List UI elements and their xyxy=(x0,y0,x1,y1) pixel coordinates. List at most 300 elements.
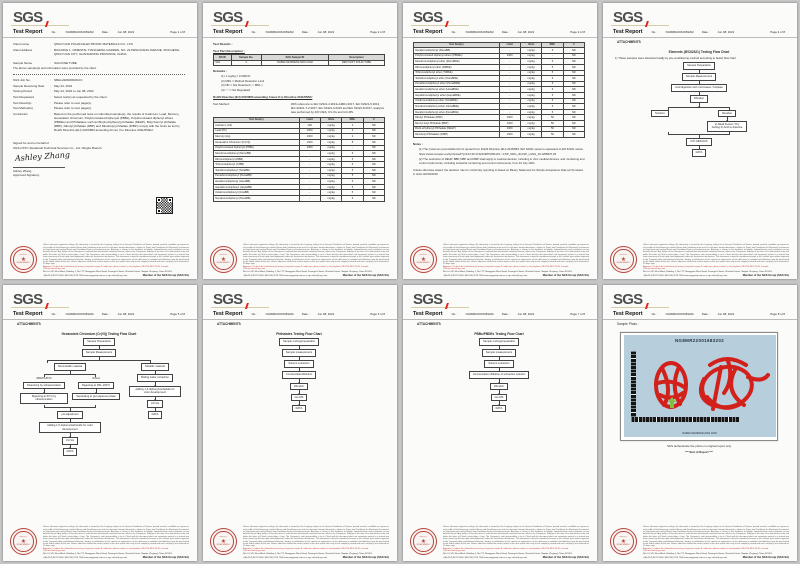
table-cell: mg/kg xyxy=(320,162,341,168)
footer-bottom-row xyxy=(43,556,189,559)
table-cell: mg/kg xyxy=(320,134,341,140)
flow-connector xyxy=(70,445,71,449)
remarks-title: Remarks : xyxy=(213,68,227,73)
photo-authentication-note: SGS authenticate the photo on original report only xyxy=(666,443,732,448)
sgs-logo-underline xyxy=(611,25,669,26)
table-cell: - xyxy=(299,162,320,168)
seal-star-icon: ★ xyxy=(420,538,427,545)
report-date-label: Date : xyxy=(301,312,310,316)
footer-contacts: t (86-574) 8776 7006 f (86-574) 8776 7000 www.sgsgroup.com.cn e sgs.china@sgs.com xyxy=(43,275,128,277)
table-cell: Sample No. xyxy=(231,55,261,61)
photo-sample-number: NG8MR22001683202 xyxy=(674,338,725,343)
sgs-logo-underline xyxy=(11,25,69,26)
report-date-label: Date : xyxy=(701,312,710,316)
nonmetallic-header xyxy=(17,363,123,374)
page-footer xyxy=(603,244,797,277)
table-cell: mg/kg xyxy=(320,179,341,185)
table-cell: ND xyxy=(563,81,584,87)
table-cell: Tetrabromobiphenyl (TetraBB) xyxy=(214,168,300,174)
flow-step-box: Concentration/Dilution xyxy=(282,371,316,379)
table-cell: mg/kg xyxy=(320,196,341,202)
table-row xyxy=(213,101,385,115)
others-branch xyxy=(72,377,120,400)
sgs-logo-underline xyxy=(611,307,669,308)
list-item: (3) ND = Not Detected ( < MDL ) xyxy=(221,83,263,88)
table-cell: SN1 xyxy=(214,60,232,66)
table-cell: Description xyxy=(329,55,385,61)
solution-branch xyxy=(651,110,669,118)
seal-star-icon: ★ xyxy=(620,256,627,263)
flow-step-box: UV-Vis xyxy=(147,400,163,408)
table-cell: 2 xyxy=(342,128,363,134)
table-cell: Hexabromodiphenyl ether (HexaBDE) xyxy=(414,87,500,93)
table-cell: - xyxy=(499,109,520,115)
report-title: Test Report xyxy=(613,311,643,317)
table-cell: Test Item(s) xyxy=(414,42,500,48)
residue-note-box: 1) Alkali Fusion / Dry Ashing 2) Acid to dissolve xyxy=(707,121,747,132)
client-info-table xyxy=(13,42,185,57)
page-3 xyxy=(403,3,597,279)
footer-disclaimer: Unless otherwise agreed in writing, this document is issued by the Company subject to its General Conditions of Service printed overleaf, available on request or accessible at http://www.sgs.com/en/Terms-and-Conditions.aspx and, for electronic format documents, subject to Terms and Conditions for Electronic Documents at http://www.sgs.com/en/Terms-and-Conditions/Terms-e-Document.aspx. Attention is drawn to the limitation of liability, indemnification and jurisdiction issues defined therein. Any holder of this document is advised that information contained hereon reflects the Company's findings at the time of its intervention only and within the limits of Client's instructions, if any. The Company's sole responsibility is to its Client and this document does not exonerate parties to a transaction from exercising all their rights and obligations under the transaction documents. This document cannot be reproduced except in full, without prior written approval of the Company. Any unauthorized alteration, forgery or falsification of the content or appearance of this document is unlawful and offenders may be prosecuted to the fullest extent of the law. Unless otherwise stated the results shown in this test report refer only to the sample(s) tested and such sample(s) are retained for 30 days only. xyxy=(43,244,189,266)
table-cell: ND xyxy=(363,128,384,134)
flow-connector xyxy=(299,368,300,372)
table-cell: mg/kg xyxy=(520,98,541,104)
flow-step-box: Digesting at 150~160°C xyxy=(78,382,115,390)
table-cell: - xyxy=(299,196,320,202)
nonmetallic-tail-flow xyxy=(17,411,123,455)
sgs-member-label: Member of the SGS Group (SGS SA) xyxy=(142,274,189,277)
seal-star-icon: ★ xyxy=(20,538,27,545)
table-cell: mg/kg xyxy=(520,104,541,110)
table-cell: ND xyxy=(563,109,584,115)
flow-step-box: Residue xyxy=(718,110,736,118)
qr-finder-icon xyxy=(168,198,172,202)
footer-disclaimer: Unless otherwise agreed in writing, this document is issued by the Company subject to its General Conditions of Service printed overleaf, available on request or accessible at http://www.sgs.com/en/Terms-and-Conditions.aspx and, for electronic format documents, subject to Terms and Conditions for Electronic Documents at http://www.sgs.com/en/Terms-and-Conditions/Terms-e-Document.aspx. Attention is drawn to the limitation of liability, indemnification and jurisdiction issues defined therein. Any holder of this document is advised that information contained hereon reflects the Company's findings at the time of its intervention only and within the limits of Client's instructions, if any. The Company's sole responsibility is to its Client and this document does not exonerate parties to a transaction from exercising all their rights and obligations under the transaction documents. This document cannot be reproduced except in full, without prior written approval of the Company. Any unauthorized alteration, forgery or falsification of the content or appearance of this document is unlawful and offenders may be prosecuted to the fullest extent of the law. Unless otherwise stated the results shown in this test report refer only to the sample(s) tested and such sample(s) are retained for 30 days only. xyxy=(643,244,789,266)
report-no-label: No. : xyxy=(51,312,58,316)
flow-step-box: Filtration xyxy=(490,383,508,391)
metallic-header xyxy=(129,363,181,374)
report-no-label: No. : xyxy=(451,30,458,34)
flow-connector xyxy=(70,433,71,437)
table-cell: 1000 xyxy=(499,132,520,138)
table-cell: Benzyl butyl Phthalate (BBP) xyxy=(414,121,500,127)
table-cell: ND xyxy=(563,64,584,70)
sgs-logo-text: SGS xyxy=(213,291,243,308)
report-header xyxy=(3,29,197,38)
flow-chart-title: PBBs/PBDEs Testing Flow Chart xyxy=(474,331,524,336)
page-6 xyxy=(203,285,397,561)
flow-connector xyxy=(699,146,700,150)
page-footer xyxy=(3,244,197,277)
report-header xyxy=(203,311,397,320)
table-cell: MDL xyxy=(342,117,363,123)
flow-step-box: Solvent extraction xyxy=(484,360,513,368)
table-cell: ND xyxy=(563,132,584,138)
table-cell: ND xyxy=(563,48,584,54)
table-cell: - xyxy=(499,48,520,54)
flow-connector xyxy=(70,408,71,412)
sample-photo xyxy=(624,335,776,437)
table-cell: ND xyxy=(563,76,584,82)
table-cell: 5 xyxy=(542,104,563,110)
table-cell: 50 xyxy=(542,132,563,138)
seal-text-bottom: NINGBO BRANCH xyxy=(617,543,630,546)
page-1-cell xyxy=(0,0,200,282)
page-7 xyxy=(403,285,597,561)
table-cell: - xyxy=(499,59,520,65)
table-cell: mg/kg xyxy=(320,123,341,129)
table-cell: 5 xyxy=(542,76,563,82)
footer-disclaimer: Unless otherwise agreed in writing, this document is issued by the Company subject to its General Conditions of Service printed overleaf, available on request or accessible at http://www.sgs.com/en/Terms-and-Conditions.aspx and, for electronic format documents, subject to Terms and Conditions for Electronic Documents at http://www.sgs.com/en/Terms-and-Conditions/Terms-e-Document.aspx. Attention is drawn to the limitation of liability, indemnification and jurisdiction issues defined therein. Any holder of this document is advised that information contained hereon reflects the Company's findings at the time of its intervention only and within the limits of Client's instructions, if any. The Company's sole responsibility is to its Client and this document does not exonerate parties to a transaction from exercising all their rights and obligations under the transaction documents. This document cannot be reproduced except in full, without prior written approval of the Company. Any unauthorized alteration, forgery or falsification of the content or appearance of this document is unlawful and offenders may be prosecuted to the fullest extent of the law. Unless otherwise stated the results shown in this test report refer only to the sample(s) tested and such sample(s) are retained for 30 days only. xyxy=(643,526,789,548)
flow-step-box: DATA xyxy=(292,405,307,413)
footer-check-line: Attention: To check the authenticity of testing / inspection report & certificate, please contact us at telephone: (86-755) 8307 1443, or email: CN.Doccheck@sgs.com xyxy=(243,266,369,271)
flow-connector xyxy=(699,70,700,74)
seal-text-bottom: NINGBO BRANCH xyxy=(17,261,30,264)
table-cell: : xyxy=(50,60,51,65)
sgs-logo xyxy=(613,291,673,308)
page-8-cell xyxy=(600,282,800,564)
flow-connector xyxy=(299,401,300,405)
page-number: Page 4 of 8 xyxy=(770,30,785,34)
table-cell: : xyxy=(50,47,51,52)
table-cell: mg/kg xyxy=(520,121,541,127)
table-cell: mg/kg xyxy=(520,48,541,54)
table-cell: ND xyxy=(363,140,384,146)
table-cell: Decabromobiphenyl (DecaBB) xyxy=(414,48,500,54)
table-cell: mg/kg xyxy=(320,145,341,151)
table-cell: Dibromodiphenyl ether (DiBDE) xyxy=(414,64,500,70)
results-table-body xyxy=(414,48,585,138)
seal-text-bottom: NINGBO BRANCH xyxy=(217,261,230,264)
flow-connector xyxy=(699,103,700,107)
table-cell: - xyxy=(499,70,520,76)
sgs-logo-text: SGS xyxy=(613,291,643,308)
flow-connector xyxy=(499,346,500,350)
page-7-content xyxy=(403,326,597,413)
table-row xyxy=(414,132,585,138)
table-cell: ND xyxy=(363,179,384,185)
footer-check-line: Attention: To check the authenticity of testing / inspection report & certificate, please contact us at telephone: (86-755) 8307 1443, or email: CN.Doccheck@sgs.com xyxy=(443,548,569,553)
table-cell: NGB22-001683202-0001.C002 xyxy=(261,60,328,66)
table-cell: Octabromobiphenyl (OctaBB) xyxy=(214,190,300,196)
flow-step-box: DATA xyxy=(692,149,707,157)
page-3-content xyxy=(403,38,597,176)
signatory-name: Ashley Zhang xyxy=(13,168,32,173)
flow-step-box: Sample measurement xyxy=(482,349,516,357)
table-cell: Tribromobiphenyl (TriBB) xyxy=(214,162,300,168)
table-row xyxy=(13,60,185,66)
flow-chart-top xyxy=(13,338,185,357)
seal-star-icon: ★ xyxy=(220,538,227,545)
flow-step-box: Sample Measurement xyxy=(682,73,716,81)
table-cell: SN ID xyxy=(214,55,232,61)
report-header xyxy=(603,29,797,38)
table-cell: - xyxy=(299,151,320,157)
flow-connector xyxy=(499,368,500,372)
footer-bottom-row xyxy=(643,274,789,277)
table-cell: 5 xyxy=(542,59,563,65)
report-date-label: Date : xyxy=(301,30,310,34)
sgs-logo xyxy=(13,291,73,308)
report-date: Jun 08, 2022 xyxy=(717,312,735,316)
table-cell: mg/kg xyxy=(520,64,541,70)
table-cell: - xyxy=(299,156,320,162)
table-cell: ND xyxy=(563,126,584,132)
flow-step-box: Sample cutting/preparation xyxy=(279,338,319,346)
table-cell: 1000 xyxy=(299,145,320,151)
table-cell: Testing Period xyxy=(13,89,33,94)
results-table xyxy=(413,42,585,138)
footer-address: No.1-4, 5/F, West Block, Building 1, No.777 Zhongguan West Road, Zhuangshi Street, Zhenhai District, Ningbo, Zhejiang, China 315201 xyxy=(243,553,373,556)
table-cell: 5 xyxy=(542,87,563,93)
table-cell: Tribromodiphenyl ether (TriBDE) xyxy=(414,70,500,76)
sample-photo-label: Sample Photo : xyxy=(617,321,639,326)
metallic-branch xyxy=(129,363,181,418)
footer-disclaimer: Unless otherwise agreed in writing, this document is issued by the Company subject to its General Conditions of Service printed overleaf, available on request or accessible at http://www.sgs.com/en/Terms-and-Conditions.aspx and, for electronic format documents, subject to Terms and Conditions for Electronic Documents at http://www.sgs.com/en/Terms-and-Conditions/Terms-e-Document.aspx. Attention is drawn to the limitation of liability, indemnification and jurisdiction issues defined therein. Any holder of this document is advised that information contained hereon reflects the Company's findings at the time of its intervention only and within the limits of Client's instructions, if any. The Company's sole responsibility is to its Client and this document does not exonerate parties to a transaction from exercising all their rights and obligations under the transaction documents. This document cannot be reproduced except in full, without prior written approval of the Company. Any unauthorized alteration, forgery or falsification of the content or appearance of this document is unlawful and offenders may be prosecuted to the fullest extent of the law. Unless otherwise stated the results shown in this test report refer only to the sample(s) tested and such sample(s) are retained for 30 days only. xyxy=(243,526,389,548)
table-cell: ND xyxy=(363,156,384,162)
page-4-content xyxy=(603,44,797,157)
sgs-member-label: Member of the SGS Group (SGS SA) xyxy=(342,556,389,559)
qr-finder-icon xyxy=(157,209,161,213)
footer-address: No.1-4, 5/F, West Block, Building 1, No.777 Zhongguan West Road, Zhuangshi Street, Zhenhai District, Ningbo, Zhejiang, China 315201 xyxy=(43,271,173,274)
table-cell: Monobromodiphenyl ether (MonoBDE) xyxy=(414,59,500,65)
table-cell: 5 xyxy=(342,151,363,157)
phthalates-flow xyxy=(213,338,385,412)
page-number: Page 3 of 8 xyxy=(570,30,585,34)
sgs-logo-underline xyxy=(411,307,469,308)
page-number: Page 6 of 8 xyxy=(370,312,385,316)
flow-step-box: Sample Preparation xyxy=(83,338,115,346)
footer-contacts: t (86-574) 8776 7006 f (86-574) 8776 7000 www.sgsgroup.com.cn e sgs.china@sgs.com xyxy=(643,275,728,277)
flow-chart-top xyxy=(613,62,785,103)
footer-address: No.1-4, 5/F, West Block, Building 1, No.777 Zhongguan West Road, Zhuangshi Street, Zhenhai District, Ningbo, Zhejiang, China 315201 xyxy=(243,271,373,274)
signature-block xyxy=(13,141,185,177)
report-title: Test Report xyxy=(413,311,443,317)
metallic-flow xyxy=(129,374,181,418)
flow-connector xyxy=(155,408,156,412)
footer-check-line: Attention: To check the authenticity of testing / inspection report & certificate, please contact us at telephone: (86-755) 8307 1443, or email: CN.Doccheck@sgs.com xyxy=(243,548,369,553)
sample-name-rows xyxy=(13,60,185,66)
seal-text-top: SGS-CSTC xyxy=(219,535,228,538)
table-cell: 1000 xyxy=(499,121,520,127)
footer-address: No.1-4, 5/F, West Block, Building 1, No.777 Zhongguan West Road, Zhuangshi Street, Zhenhai District, Ningbo, Zhejiang, China 315201 xyxy=(43,553,173,556)
page-2 xyxy=(203,3,397,279)
table-row xyxy=(13,111,185,133)
report-no: NG8MR22001683202 xyxy=(65,30,94,34)
table-cell: 5 xyxy=(342,156,363,162)
nonmetallic-sub-row xyxy=(20,377,120,403)
test-results-title: Test Results : xyxy=(213,41,233,46)
report-header xyxy=(203,29,397,38)
table-cell: : xyxy=(50,42,51,47)
table-cell: Limit xyxy=(499,42,520,48)
seal-text-bottom: NINGBO BRANCH xyxy=(17,543,30,546)
table-cell: Octabromodiphenyl ether (OctaBDE) xyxy=(414,98,500,104)
sgs-logo-text: SGS xyxy=(13,291,43,308)
table-cell: MDL xyxy=(542,42,563,48)
footer-check-line: Attention: To check the authenticity of testing / inspection report & certificate, please contact us at telephone: (86-755) 8307 1443, or email: CN.Doccheck@sgs.com xyxy=(443,266,569,271)
report-title: Test Report xyxy=(413,29,443,35)
attachments-label: ATTACHMENTS xyxy=(17,321,41,326)
flow-chart-note: 1) These samples were dissolved totally by pre-conditioning method according to below flow chart. xyxy=(615,56,737,61)
sgs-logo xyxy=(413,291,473,308)
table-cell: ND xyxy=(563,59,584,65)
part-description-title: Test Part Description : xyxy=(213,48,245,53)
seal-text-bottom: NINGBO BRANCH xyxy=(217,543,230,546)
footer-address: No.1-4, 5/F, West Block, Building 1, No.777 Zhongguan West Road, Zhuangshi Street, Zhenhai District, Ningbo, Zhejiang, China 315201 xyxy=(643,553,773,556)
table-cell: - xyxy=(299,173,320,179)
report-header xyxy=(403,311,597,320)
table-cell: - xyxy=(342,145,363,151)
table-cell: - xyxy=(299,190,320,196)
table-cell: 1000 xyxy=(299,134,320,140)
company-name: SGS-CSTC Standards Technical Services Co., Ltd. Ningbo Branch xyxy=(13,145,102,150)
table-cell: Test Item(s) xyxy=(214,117,300,123)
table-cell: Polybrominated diphenyl ethers (PBDEs) xyxy=(414,53,500,59)
table-cell: NBHL2206006001FC xyxy=(54,78,83,83)
table-cell: BUILDING 1, ORIENTAL TIANCHENG GARDEN, NO. 23 PENGXIANG AVENUE, XINCHENG, QINGYUAN CITY, GUANGDONG PROVINCE, CHINA xyxy=(54,47,181,56)
flow-step-box: Filtration xyxy=(290,383,308,391)
table-cell: 2 xyxy=(363,117,384,123)
table-cell: 5 xyxy=(542,48,563,54)
sgs-logo-text: SGS xyxy=(613,9,643,26)
job-info-rows xyxy=(13,78,185,134)
page-2-cell xyxy=(200,0,400,282)
report-no-label: No. : xyxy=(251,30,258,34)
table-cell: 5 xyxy=(542,98,563,104)
footer-contacts: t (86-574) 8776 7006 f (86-574) 8776 7000 www.sgsgroup.com.cn e sgs.china@sgs.com xyxy=(443,557,528,559)
footer-bottom-row xyxy=(243,556,389,559)
flow-step-box: Digesting at 60°C by ultrasonication xyxy=(20,393,68,404)
red-silicone-tubes-image xyxy=(624,335,776,437)
table-row xyxy=(214,196,385,202)
flow-step-box: Boiling water extraction xyxy=(137,374,173,382)
notes-list xyxy=(413,147,585,165)
table-cell: Decabromodiphenyl ether (DecaBDE) xyxy=(414,109,500,115)
flow-step-box: Solution xyxy=(651,110,669,118)
footer-bottom-row xyxy=(643,556,789,559)
table-cell: 5 xyxy=(542,64,563,70)
table-cell: May 24, 2022 to Jun 08, 2022 xyxy=(54,89,94,94)
report-title: Test Report xyxy=(213,311,243,317)
flow-connector xyxy=(499,390,500,394)
table-cell: mg/kg xyxy=(520,115,541,121)
test-method-table xyxy=(213,101,385,115)
seal-star-icon: ★ xyxy=(20,256,27,263)
seal-text-bottom: NINGBO BRANCH xyxy=(417,261,430,264)
table-cell: : xyxy=(50,106,51,111)
job-info-table xyxy=(13,78,185,134)
sgs-logo xyxy=(213,291,273,308)
page-4-cell xyxy=(600,0,800,282)
flow-connector xyxy=(699,81,700,85)
footer-contacts: t (86-574) 8776 7006 f (86-574) 8776 7000 www.sgsgroup.com.cn e sgs.china@sgs.com xyxy=(243,275,328,277)
flow-connector xyxy=(299,346,300,350)
report-no: NG8MR22001683202 xyxy=(465,312,494,316)
table-cell: : xyxy=(50,111,51,116)
flow-step-box: Adding 1,5-diphenylcarbazide for color development xyxy=(39,422,101,433)
sgs-member-label: Member of the SGS Group (SGS SA) xyxy=(742,274,789,277)
table-cell: ND xyxy=(563,121,584,127)
table-cell: Based on the performed tests on submitted sample(s), the results of Cadmium, Lead, Mercury, Hexavalent chromium, Polybrominated biphenyls (PBBs), Polybrominated diphenyl ethers (PBDEs) and Phthalates such as Bis(2-ethylhexyl) phthalate (DEHP), Butyl benzyl phthalate (BBP), Dibutyl phthalate (DBP) and Diisobutyl phthalate (DIBP) comply with the limits as set by RoHS Directive (EU) 2015/863 amending Annex II to Directive 2011/65/EU. xyxy=(54,111,180,133)
table-cell: Client address xyxy=(13,47,33,52)
page-footer xyxy=(603,526,797,559)
table-cell: 2 xyxy=(342,123,363,129)
table-cell: : xyxy=(50,94,51,99)
table-cell: Units xyxy=(320,117,341,123)
table-cell: ND xyxy=(363,145,384,151)
footer-address: No.1-4, 5/F, West Block, Building 1, No.777 Zhongguan West Road, Zhuangshi Street, Zhenhai District, Ningbo, Zhejiang, China 315201 xyxy=(443,271,573,274)
flow-connector xyxy=(699,92,700,96)
report-date-label: Date : xyxy=(501,30,510,34)
flow-step-box: ICP-OES/AAS xyxy=(686,138,711,146)
test-method-label: Test Method : xyxy=(213,101,231,106)
report-date-label: Date : xyxy=(101,30,110,34)
footer-contacts: t (86-574) 8776 7006 f (86-574) 8776 7000 www.sgsgroup.com.cn e sgs.china@sgs.com xyxy=(443,275,528,277)
flow-step-box: GC-MS xyxy=(491,394,508,402)
table-row xyxy=(214,60,385,66)
table-cell: mg/kg xyxy=(320,173,341,179)
page-3-cell xyxy=(400,0,600,282)
report-date-label: Date : xyxy=(501,312,510,316)
report-title: Test Report xyxy=(613,29,643,35)
sgs-logo-underline xyxy=(211,307,269,308)
flow-step-box: Dissolving by ultrasonication xyxy=(23,382,65,390)
table-cell: SGS Job No. xyxy=(13,78,31,83)
report-date-label: Date : xyxy=(101,312,110,316)
table-cell: 5 xyxy=(342,196,363,202)
footer-contacts: t (86-574) 8776 7006 f (86-574) 8776 7000 www.sgsgroup.com.cn e sgs.china@sgs.com xyxy=(243,557,328,559)
table-cell: 1000 xyxy=(499,126,520,132)
footer-address: No.1-4, 5/F, West Block, Building 1, No.777 Zhongguan West Road, Zhuangshi Street, Zhenhai District, Ningbo, Zhejiang, China 315201 xyxy=(443,553,573,556)
table-cell: : xyxy=(50,83,51,88)
table-cell: Sample Receiving Date xyxy=(13,83,45,88)
handwritten-signature: Ashley Zhang xyxy=(14,150,71,163)
table-cell: SGS Sample ID xyxy=(261,55,328,61)
signature-rule xyxy=(13,167,65,168)
table-cell: Mercury (Hg) xyxy=(214,134,300,140)
flow-step-box: pH adjustment xyxy=(57,411,82,419)
flow-step-box: GC-MS xyxy=(291,394,308,402)
rohs-directive-title: RoHS Directive (EU) 2015/863 amending Annex II to Directive 2011/65/EU xyxy=(213,95,313,100)
table-cell: ND xyxy=(563,87,584,93)
flow-step-box: Sample Measurement xyxy=(82,349,116,357)
others-flow xyxy=(72,382,120,401)
list-item: https://www.cenelec.eu/dyn/www/f?p=104:30:1742232870351101::::FSP_ORG_ID,FSP_LANG_ID:1258637,25 xyxy=(419,151,557,156)
table-cell: mg/kg xyxy=(520,87,541,93)
table-cell: Sample Name xyxy=(13,60,33,65)
results-table xyxy=(213,117,385,202)
table-cell: mg/kg xyxy=(520,76,541,82)
table-cell: Heptabromodiphenyl ether (HeptaBDE) xyxy=(414,92,500,98)
sgs-logo xyxy=(213,9,273,26)
page-footer xyxy=(3,526,197,559)
flow-chart-title: Hexavalent Chromium (Cr(VI)) Testing Flow Chart xyxy=(61,331,137,336)
table-cell: RED SOFT SOLID TUBE xyxy=(329,60,385,66)
page-footer xyxy=(403,244,597,277)
seal-text-bottom: NINGBO BRANCH xyxy=(417,543,430,546)
table-cell: 2 xyxy=(342,134,363,140)
table-cell: Lead (Pb) xyxy=(214,128,300,134)
report-date: Jun 08, 2022 xyxy=(317,30,335,34)
table-cell: 5 xyxy=(542,109,563,115)
footer-contacts: t (86-574) 8776 7006 f (86-574) 8776 7000 www.sgsgroup.com.cn e sgs.china@sgs.com xyxy=(643,557,728,559)
footer-contacts: t (86-574) 8776 7006 f (86-574) 8776 7000 www.sgsgroup.com.cn e sgs.china@sgs.com xyxy=(43,557,128,559)
table-cell: Please refer to next page(s). xyxy=(54,106,92,111)
table-cell: mg/kg xyxy=(320,140,341,146)
flow-step-box: Sample measurement xyxy=(282,349,316,357)
seal-text-top: SGS-CSTC xyxy=(619,253,628,256)
